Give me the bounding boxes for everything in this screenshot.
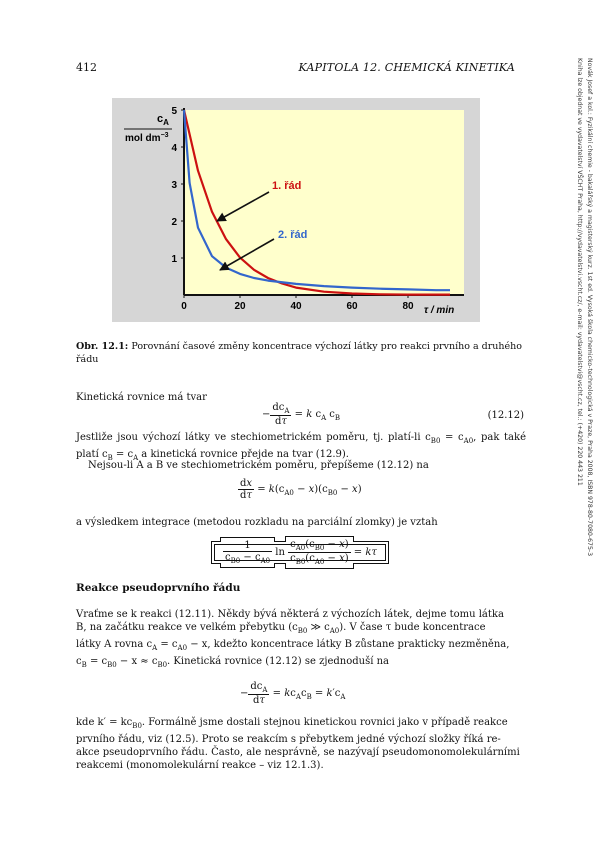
p5-line-1: Vraťme se k reakci (12.11). Někdy bývá některá z výchozích látek, dejme tomu látka bbox=[76, 609, 504, 620]
equation-pseudo-first: − $\frac{dc_A}{d\tau}$ = $kc_Ac_B = k'c_A$ bbox=[240, 681, 346, 706]
caption-text: Porovnání časové změny koncentrace výchozí látky pro reakci prvního a druhého řádu bbox=[76, 341, 522, 365]
x-tick-label: 80 bbox=[402, 301, 414, 312]
figure-caption bbox=[76, 340, 524, 366]
p6-line-3: akce pseudoprvního řádu. Často, ale nesprávně, se nazývají pseudomonomolekulárními bbox=[76, 747, 520, 758]
p5-sub: B0 bbox=[157, 661, 168, 669]
caption-label: Obr. 12.1: bbox=[76, 341, 129, 352]
concentration-chart bbox=[112, 98, 480, 322]
p6-part: kde k′ = kc bbox=[76, 717, 133, 728]
running-title: KAPITOLA 12. CHEMICKÁ KINETIKA bbox=[298, 61, 515, 74]
p5-sub: A bbox=[152, 644, 158, 652]
p5-part: látky A rovna c bbox=[76, 639, 153, 650]
p2-sub: B0 bbox=[430, 437, 441, 445]
p2-part: = c bbox=[440, 432, 464, 443]
side-note-line-2: Kniha lze objednat ve vydavatelství VŠCHT Praha, http://vydavatelstvi.vscht.cz/, e-mail: vydavatelstvi@vscht.cz, tel.: (+420) 220 443 211 bbox=[576, 58, 583, 486]
p5-part: − x, kdežto koncentrace látky B zůstane prakticky nezměněna, bbox=[187, 639, 510, 650]
y-tick-label: 5 bbox=[171, 106, 177, 117]
p5-part: ≫ c bbox=[307, 622, 330, 633]
p5-sub: B0 bbox=[107, 661, 117, 669]
p2-sub: B bbox=[107, 454, 113, 462]
p5-line-2 bbox=[76, 621, 526, 638]
paragraph-5 bbox=[76, 608, 526, 672]
y-label-top: $c_A$ bbox=[157, 113, 169, 127]
y-tick-label: 4 bbox=[171, 143, 177, 154]
p2-part: a kinetická rovnice přejde na tvar (12.9). bbox=[138, 449, 349, 460]
section-title: Reakce pseudoprvního řádu bbox=[76, 582, 241, 594]
y-tick-label: 1 bbox=[171, 254, 177, 265]
p5-sub: B bbox=[81, 661, 87, 669]
paragraph-4: a výsledkem integrace (metodou rozkladu na parciální zlomky) je vztah bbox=[76, 517, 438, 528]
p5-part: = c bbox=[157, 639, 178, 650]
p6-sub: B0 bbox=[132, 722, 142, 730]
p6-line-1 bbox=[76, 716, 526, 733]
equation-integrated: $\frac{1}{c_{B0} - c_{A0}}$ ln $\frac{c_{A0}(c_{B0} - x)}{c_{B0}(c_{A0} - x)}$ = kτ bbox=[214, 539, 386, 566]
x-tick-label: 40 bbox=[290, 301, 302, 312]
x-tick-label: 60 bbox=[346, 301, 358, 312]
p5-sub: A0 bbox=[329, 627, 340, 635]
x-tick-label: 20 bbox=[234, 301, 246, 312]
x-tick-label: 0 bbox=[181, 301, 187, 312]
equation-number-12-12: (12.12) bbox=[487, 410, 524, 421]
p2-sub: A bbox=[133, 454, 139, 462]
y-tick-label: 2 bbox=[171, 217, 177, 228]
p5-sub: A0 bbox=[177, 644, 188, 652]
p5-part: = c bbox=[86, 656, 108, 667]
x-label: τ / min bbox=[424, 305, 455, 316]
p2-sub: A0 bbox=[463, 437, 474, 445]
p5-line-3 bbox=[76, 638, 526, 655]
equation-12-12: − $\frac{dc_A}{d\tau}$ = k $c_A$ $c_B$ bbox=[262, 402, 341, 427]
side-note bbox=[564, 58, 594, 598]
paragraph-6 bbox=[76, 716, 526, 772]
y-tick-label: 3 bbox=[171, 180, 177, 191]
p6-line-4: reakcemi (monomolekulární reakce – viz 12.1.3). bbox=[76, 760, 324, 771]
annotation-label-1: 1. řád bbox=[272, 180, 302, 192]
equation-rate-x: $\frac{dx}{d\tau}$ = $k(c_{A0} - x)(c_{B0} - x)$ bbox=[240, 478, 362, 501]
y-label-bottom: mol $dm^{-3}$ bbox=[125, 132, 169, 144]
side-note-line-1: Novák Josef a kol.: Fyzikální chemie - bakalářský a magisterský kurz. 1st ed. Vysoká škola chemicko-technologická v Praze, Praha 2008, ISBN 978-80-7080-675-3 bbox=[586, 58, 593, 557]
p5-sub: B0 bbox=[297, 627, 308, 635]
p5-part: ). V čase τ bude koncentrace bbox=[339, 622, 486, 633]
p5-part: B, na začátku reakce ve velkém přebytku (c bbox=[76, 622, 298, 633]
p5-part: c bbox=[76, 656, 82, 667]
p5-line-4 bbox=[76, 655, 526, 672]
p6-part: . Formálně jsme dostali stejnou kinetickou rovnici jako v případě reakce bbox=[141, 717, 508, 728]
annotation-label-2: 2. řád bbox=[278, 229, 308, 241]
p2-part: = c bbox=[112, 449, 134, 460]
p5-part: . Kinetická rovnice (12.12) se zjednoduší na bbox=[167, 656, 389, 667]
page-number: 412 bbox=[76, 61, 97, 74]
p5-part: − x ≈ c bbox=[116, 656, 158, 667]
paragraph-1: Kinetická rovnice má tvar bbox=[76, 392, 207, 403]
p2-part: , pak také platí c bbox=[76, 432, 526, 460]
p6-line-2: prvního řádu, viz (12.5). Proto se reakcím s přebytkem jedné výchozí složky říká re- bbox=[76, 734, 501, 745]
paragraph-3: Nejsou-li A a B ve stechiometrickém poměru, přepíšeme (12.12) na bbox=[88, 460, 429, 471]
p2-part: Jestliže jsou výchozí látky ve stechiometrickém poměru, tj. platí-li c bbox=[76, 432, 431, 443]
